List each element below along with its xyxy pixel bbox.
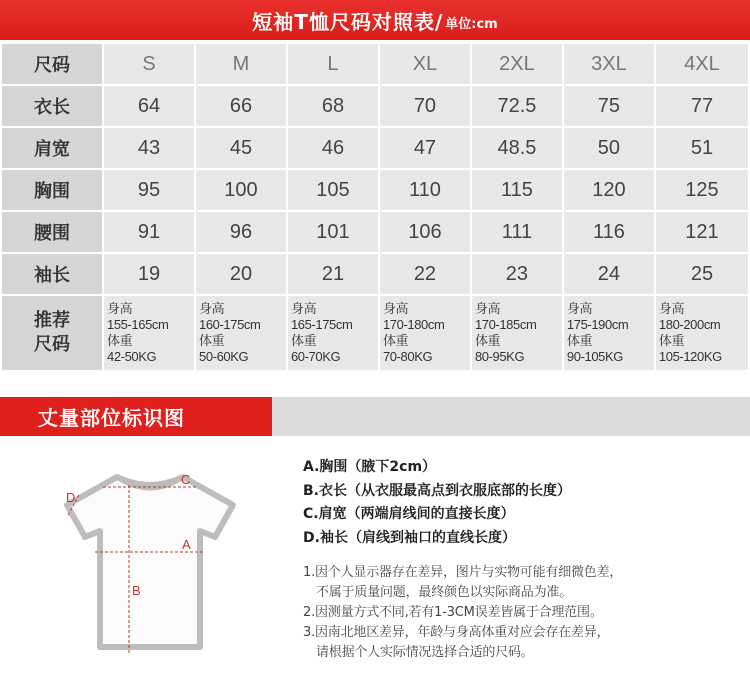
recommend-cell [472,296,562,370]
row-label [2,296,102,370]
title-banner [0,0,750,40]
note-line: 不属于质量问题，最终颜色以实际商品为准。 [316,585,573,600]
unit-label: 单位:cm [445,17,498,32]
recommend-w-label: 体重 [382,333,409,348]
row-label: 袖长 [2,254,102,294]
table-cell: 64 [104,86,194,126]
recommend-w-label: 体重 [198,333,225,348]
table-row [2,128,748,168]
table-row [2,254,748,294]
row-label: 尺码 [2,44,102,84]
row-label: 衣长 [2,86,102,126]
recommend-w-label: 体重 [474,333,501,348]
recommend-w-label: 体重 [290,333,317,348]
recommend-h-label: 身高 [474,301,501,316]
section-title: 丈量部位标识图 [0,397,272,436]
label-d: D [66,490,76,505]
size-header-cell: XL [380,44,470,84]
label-c: C [181,472,191,487]
table-cell: 106 [380,212,470,252]
table-cell: 110 [380,170,470,210]
size-header-cell: 2XL [472,44,562,84]
size-header-cell: L [288,44,378,84]
table-row [2,86,748,126]
table-cell: 20 [196,254,286,294]
page-title: 短袖T恤尺码对照表/ [252,9,444,34]
table-cell: 125 [656,170,748,210]
table-cell: 47 [380,128,470,168]
tshirt-measurement-diagram [55,465,245,655]
table-cell: 21 [288,254,378,294]
table-cell: 68 [288,86,378,126]
table-cell: 46 [288,128,378,168]
recommend-w-label: 体重 [658,333,685,348]
recommend-row [2,296,748,370]
recommend-weight: 42-50KG [107,349,157,364]
table-cell: 101 [288,212,378,252]
table-cell: 111 [472,212,562,252]
table-cell: 120 [564,170,654,210]
notes-block [303,563,743,663]
legend-item-a: A.胸围（腋下2cm） [303,459,437,475]
table-cell: 105 [288,170,378,210]
table-cell: 115 [472,170,562,210]
label-a: A [182,537,191,552]
size-header-cell: 3XL [564,44,654,84]
table-cell: 72.5 [472,86,562,126]
measurement-legend [303,456,723,550]
table-cell: 22 [380,254,470,294]
legend-item-c: C.肩宽（两端肩线间的直接长度） [303,506,515,522]
recommend-h-label: 身高 [382,301,409,316]
note-line: 1.因个人显示器存在差异，图片与实物可能有细微色差， [303,565,623,580]
recommend-height: 175-190cm [566,317,629,332]
recommend-cell [104,296,194,370]
recommend-label-line: 推荐 [34,310,70,331]
table-cell: 48.5 [472,128,562,168]
label-b: B [132,583,141,598]
recommend-w-label: 体重 [107,333,133,348]
table-cell: 24 [564,254,654,294]
recommend-cell [288,296,378,370]
table-cell: 100 [196,170,286,210]
note-line: 3.因南北地区差异，年龄与身高体重对应会存在差异， [303,625,610,640]
table-cell: 19 [104,254,194,294]
recommend-weight: 80-95KG [474,349,525,364]
recommend-cell [564,296,654,370]
table-cell: 91 [104,212,194,252]
table-row [2,170,748,210]
size-chart-table [0,42,750,372]
note-line: 2.因测量方式不同,若有1-3CM误差皆属于合理范围。 [303,605,603,620]
recommend-h-label: 身高 [107,301,133,316]
table-cell: 121 [656,212,748,252]
table-cell: 96 [196,212,286,252]
recommend-h-label: 身高 [658,301,685,316]
size-header-cell: S [104,44,194,84]
size-header-cell: 4XL [656,44,748,84]
table-cell: 66 [196,86,286,126]
tshirt-outline [67,477,233,647]
note-line: 请根据个人实际情况选择合适的尺码。 [316,645,534,660]
recommend-cell [380,296,470,370]
recommend-w-label: 体重 [566,333,593,348]
recommend-cell [196,296,286,370]
recommend-h-label: 身高 [566,301,593,316]
recommend-height: 155-165cm [107,317,169,332]
table-cell: 43 [104,128,194,168]
recommend-height: 165-175cm [290,317,353,332]
legend-item-b: B.衣长（从衣服最高点到衣服底部的长度） [303,482,571,499]
recommend-weight: 60-70KG [290,349,341,364]
recommend-weight: 70-80KG [382,349,433,364]
recommend-weight: 90-105KG [566,349,623,364]
table-cell: 95 [104,170,194,210]
table-header-row [2,44,748,84]
table-cell: 70 [380,86,470,126]
table-cell: 23 [472,254,562,294]
recommend-height: 170-180cm [382,317,445,332]
recommend-h-label: 身高 [290,301,317,316]
legend-item-d: D.袖长（肩线到袖口的直线长度） [303,529,516,546]
table-cell: 77 [656,86,748,126]
recommend-weight: 105-120KG [658,349,722,364]
table-cell: 45 [196,128,286,168]
recommend-h-label: 身高 [198,301,225,316]
table-row [2,212,748,252]
size-header-cell: M [196,44,286,84]
row-label: 腰围 [2,212,102,252]
table-cell: 50 [564,128,654,168]
table-cell: 51 [656,128,748,168]
section-banner [0,397,750,436]
recommend-cell [656,296,748,370]
row-label: 肩宽 [2,128,102,168]
recommend-height: 160-175cm [198,317,261,332]
recommend-label-line: 尺码 [34,334,70,355]
table-cell: 75 [564,86,654,126]
table-cell: 116 [564,212,654,252]
table-cell: 25 [656,254,748,294]
recommend-height: 180-200cm [658,317,721,332]
recommend-weight: 50-60KG [198,349,249,364]
recommend-height: 170-185cm [474,317,537,332]
row-label: 胸围 [2,170,102,210]
